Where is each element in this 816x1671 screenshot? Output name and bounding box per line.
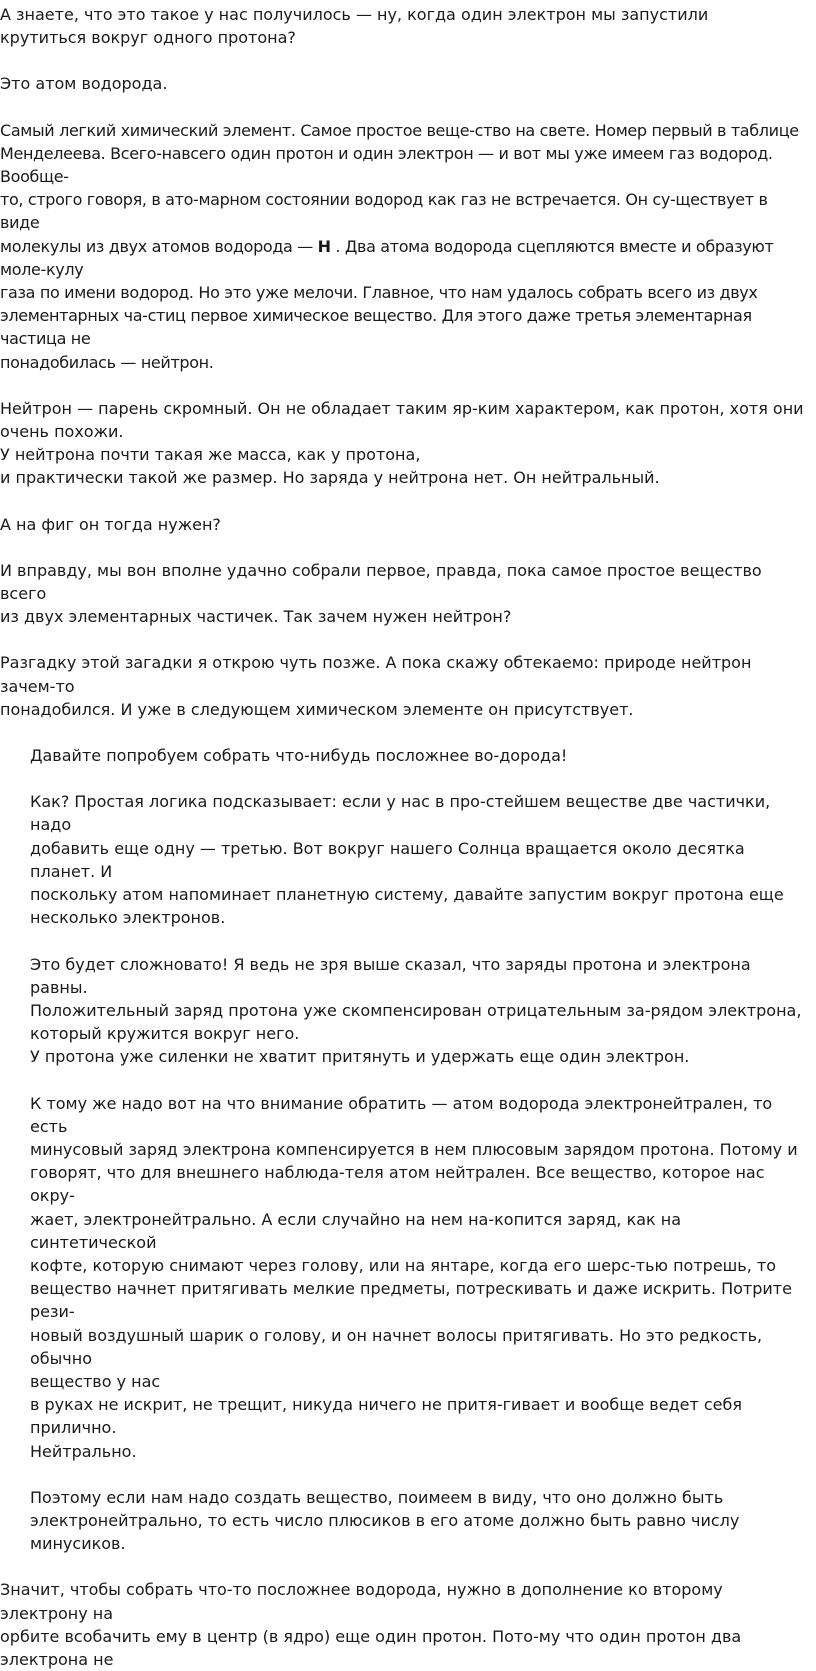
paragraph-difficult [30,953,804,1069]
paragraph-intro: А знаете, что это такое у нас получилось — ну, когда один электрон мы запустили крутиться вокруг одного протона? [0,5,709,48]
text-line: элементарных ча-стиц первое химическое вещество. Для этого даже третья элементарная частица не [0,306,752,349]
paragraph-lets-try: Давайте попробуем собрать что-нибудь посложнее во-дорода! [30,746,568,766]
text-line: добавить еще одну — третью. Вот вокруг нашего Солнца вращается около десятка планет. И [30,838,745,881]
text-line: Нейтрон — парень скромный. Он не обладает таким яр-ким характером, как протон, хотя они [0,398,804,418]
text-line: который кружится вокруг него. [30,1024,300,1044]
hydrogen-formula: H [317,236,331,256]
text-line: Значит, чтобы собрать что-то посложнее водорода, нужно в дополнение ко второму электрону на [0,1580,723,1623]
text-line: минусиков. [30,1534,126,1554]
text-line: новый воздушный шарик о голову, и он начнет волосы притягивать. Но это редкость, обычно [30,1325,763,1368]
text-line: и практически такой же размер. Но заряда у нейтрона нет. Он нейтральный. [0,468,660,488]
paragraph-indeed [0,559,804,629]
paragraph-electroneutral [30,1092,804,1463]
text-line: из двух элементарных частичек. Так зачем нужен нейтрон? [0,607,512,627]
text-line: газа по имени водород. Но это уже мелочи. Главное, что нам удалось собрать всего из двух [0,283,758,303]
text-line: вещество у нас [30,1371,161,1391]
text-line: понадобился. И уже в следующем химическом элементе он присутствует. [0,699,634,719]
text-line: Самый легкий химический элемент. Самое простое веще-ство на свете. Номер первый в таблице [0,120,799,140]
text-line: электронейтрально, то есть число плюсиков в его атоме должно быть равно числу [30,1510,740,1530]
paragraph-riddle [0,651,804,721]
paragraph-conclusion [0,1578,804,1671]
text-line: К тому же надо вот на что внимание обратить — атом водорода электронейтрален, то есть [30,1093,773,1136]
text-line: то, строго говоря, в ато-марном состоянии водород как газ не встречается. Он су-ществует в виде [0,190,768,233]
text-line: несколько электронов. [30,908,226,928]
text-line [0,235,804,281]
text-line: Разгадку этой загадки я открою чуть позже. А пока скажу обтекаемо: природе нейтрон зачем-то [0,653,752,696]
indented-section [0,744,804,1555]
text-line: У протона уже силенки не хватит притянуть и удержать еще один электрон. [30,1047,690,1067]
text-line: говорят, что для внешнего наблюда-теля атом нейтрален. Все вещество, которое нас окру- [30,1163,765,1206]
paragraph-logic [30,790,804,929]
text-line: очень похожи. [0,422,124,442]
text-line: Это будет сложновато! Я ведь не зря выше сказал, что заряды протона и электрона равны. [30,954,751,997]
text-line: Положительный заряд протона уже скомпенсирован отрицательным за-рядом электрона, [30,1000,802,1020]
text-line: минусовый заряд электрона компенсируется в нем плюсовым зарядом протона. Потому и [30,1139,798,1159]
text-line: поскольку атом напоминает планетную систему, давайте запустим вокруг протона еще [30,885,784,905]
text-line: Нейтрально. [30,1441,137,1461]
text-line: Менделеева. Всего-навсего один протон и один электрон — и вот мы уже имеем газ водород. Вообще- [0,143,773,187]
text-line: в руках не искрит, не трещит, никуда ничего не притя-гивает и вообще ведет себя прилично. [30,1395,743,1438]
text-fragment: . Два атома водорода сцепляются вместе и образуют моле-кулу [0,236,774,279]
text-line: Как? Простая логика подсказывает: если у нас в про-стейшем веществе две частички, надо [30,792,771,835]
text-line: орбите всобачить ему в центр (в ядро) еще один протон. Пото-му что один протон два электрона не [0,1626,742,1669]
paragraph-question: А на фиг он тогда нужен? [0,514,221,534]
text-line: кофте, которую снимают через голову, или на янтаре, когда его шерс-тью потрешь, то [30,1255,777,1275]
paragraph-lightest-element [0,119,804,374]
paragraph-neutron [0,397,804,490]
text-line: Поэтому если нам надо создать вещество, поимеем в виду, что оно должно быть [30,1487,724,1507]
text-line: понадобилась — нейтрон. [0,352,214,372]
text-line: вещество начнет притягивать мелкие предметы, потрескивать и даже искрить. Потрите рези- [30,1279,792,1322]
text-line: жает, электронейтрально. А если случайно на нем на-копится заряд, как на синтетической [30,1209,682,1252]
paragraph-therefore [30,1486,804,1556]
text-fragment: молекулы из двух атомов водорода — [0,236,318,256]
paragraph-hydrogen-atom: Это атом водорода. [0,74,168,94]
text-line: И вправду, мы вон вполне удачно собрали первое, правда, пока самое простое вещество всего [0,560,762,604]
text-line: У нейтрона почти такая же масса, как у протона, [0,445,421,465]
